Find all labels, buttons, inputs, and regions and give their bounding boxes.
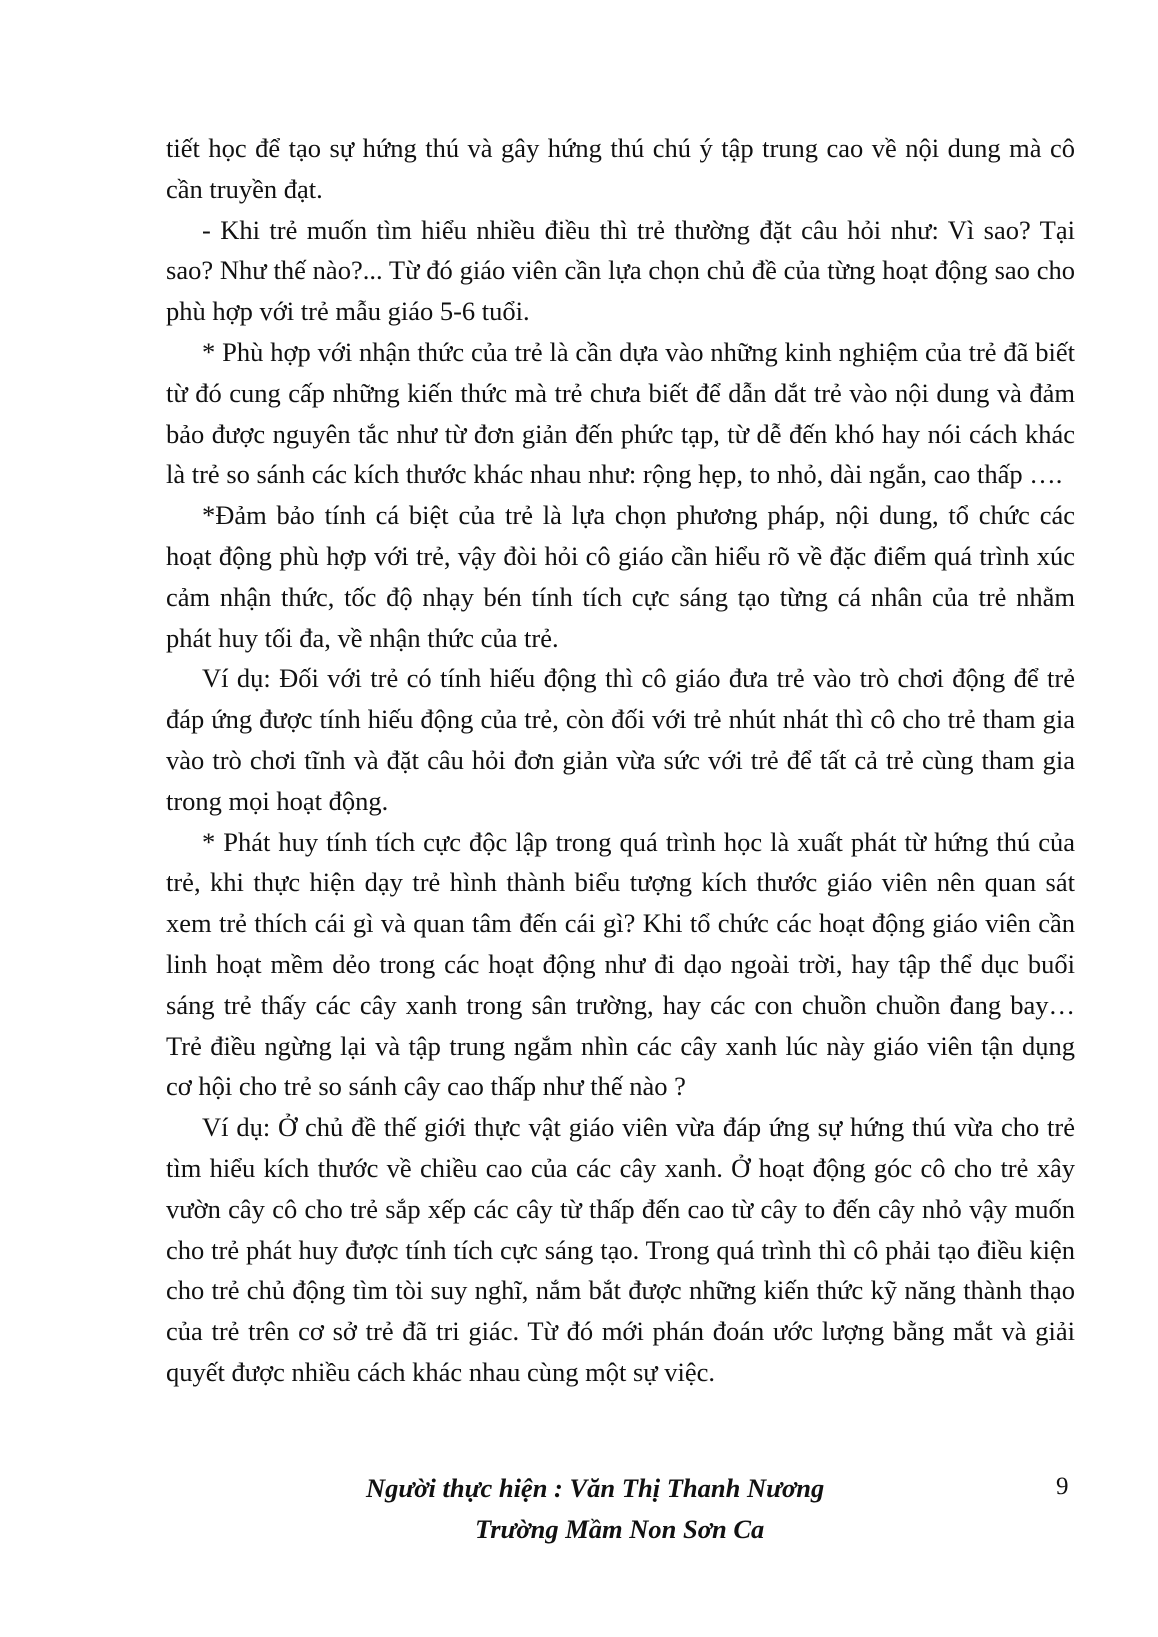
footer-author: Người thực hiện : Văn Thị Thanh Nương — [366, 1473, 825, 1503]
page-number: 9 — [1056, 1473, 1069, 1500]
body-text — [166, 128, 1075, 1393]
paragraph-continuation: tiết học để tạo sự hứng thú và gây hứng thú chú ý tập trung cao về nội dung mà cô cần truyền đạt. — [166, 133, 1075, 204]
footer-school: Trường Mầm Non Sơn Ca — [475, 1514, 765, 1544]
paragraph-questions: - Khi trẻ muốn tìm hiểu nhiều điều thì trẻ thường đặt câu hỏi như: Vì sao? Tại sao? Như thế nào?... Từ đó giáo viên cần lựa chọn chủ đề của từng hoạt động sao cho phù hợp với trẻ mẫu giáo 5-6 tuổi. — [166, 214, 1075, 327]
paragraph-cognition: * Phù hợp với nhận thức của trẻ là cần dựa vào những kinh nghiệm của trẻ đã biết từ đó cung cấp những kiến thức mà trẻ chưa biết để dẫn dắt trẻ vào nội dung và đảm bảo được nguyên tắc như từ đơn giản đến phức tạp, từ dễ đến khó hay nói cách khác là trẻ so sánh các kích thước khác nhau như: rộng hẹp, to nhỏ, dài ngắn, cao thấp …. — [166, 336, 1075, 490]
paragraph-example-activity: Ví dụ: Đối với trẻ có tính hiếu động thì cô giáo đưa trẻ vào trò chơi động để trẻ đáp ứng được tính hiếu động của trẻ, còn đối với trẻ nhút nhát thì cô cho trẻ tham gia vào trò chơi tĩnh và đặt câu hỏi đơn giản vừa sức với trẻ để tất cả trẻ cùng tham gia trong mọi hoạt động. — [166, 663, 1075, 816]
paragraph-individuality: *Đảm bảo tính cá biệt của trẻ là lựa chọn phương pháp, nội dung, tổ chức các hoạt động phù hợp với trẻ, vậy đòi hỏi cô giáo cần hiểu rõ về đặc điểm quá trình xúc cảm nhận thức, tốc độ nhạy bén tính tích cực sáng tạo từng cá nhân của trẻ nhằm phát huy tối đa, về nhận thức của trẻ. — [166, 500, 1075, 653]
paragraph-example-plants: Ví dụ: Ở chủ đề thế giới thực vật giáo viên vừa đáp ứng sự hứng thú vừa cho trẻ tìm hiểu kích thước về chiều cao của các cây xanh. Ở hoạt động góc cô cho trẻ xây vườn cây cô cho trẻ sắp xếp các cây từ thấp đến cao từ cây to đến cây nhỏ vậy muốn cho trẻ phát huy được tính tích cực sáng tạo. Trong quá trình thì cô phải tạo điều kiện cho trẻ chủ động tìm tòi suy nghĩ, nắm bắt được những kiến thức kỹ năng thành thạo của trẻ trên cơ sở trẻ đã tri giác. Từ đó mới phán đoán ước lượng bằng mắt và giải quyết được nhiều cách khác nhau cùng một sự việc. — [166, 1112, 1075, 1387]
paragraph-independence: * Phát huy tính tích cực độc lập trong quá trình học là xuất phát từ hứng thú của trẻ, khi thực hiện dạy trẻ hình thành biểu tượng kích thước giáo viên nên quan sát xem trẻ thích cái gì và quan tâm đến cái gì? Khi tổ chức các hoạt động giáo viên cần linh hoạt mềm dẻo trong các hoạt động như đi dạo ngoài trời, hay tập thể dục buổi sáng trẻ thấy các cây xanh trong sân trường, hay các con chuồn chuồn đang bay… Trẻ điều ngừng lại và tập trung ngắm nhìn các cây xanh lúc này giáo viên tận dụng cơ hội cho trẻ so sánh cây cao thấp như thế nào ? — [166, 826, 1075, 1102]
